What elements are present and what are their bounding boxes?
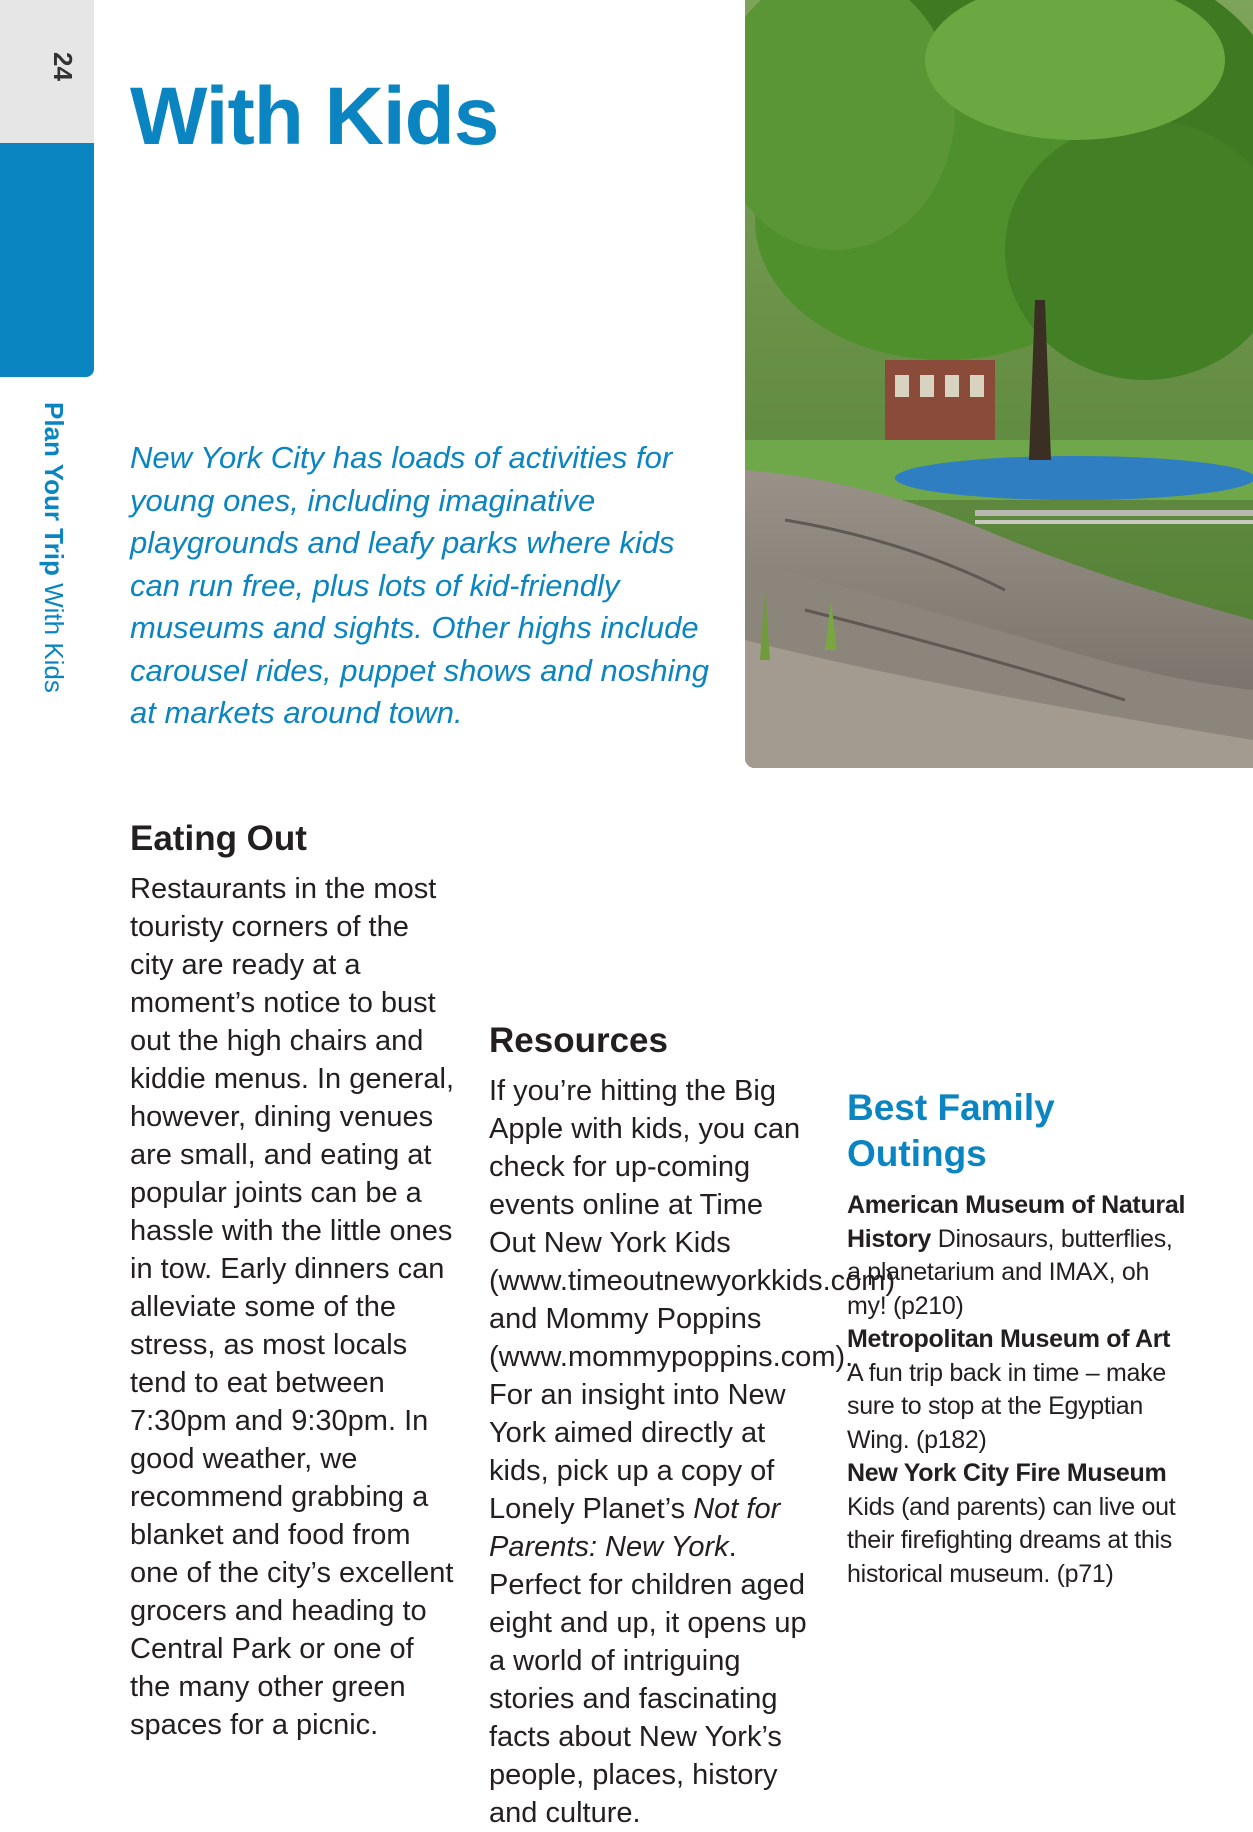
running-header: [38, 402, 69, 693]
list-item-desc: Kids (and parents) can live out their firefighting dreams at this historical museum. (p71): [847, 1492, 1176, 1588]
section-color-tab: [0, 143, 94, 377]
resources-body-end: . Perfect for children aged eight and up, it opens up a world of intriguing stories and fascinating facts about New York’s people, places, history and culture.: [489, 1531, 807, 1829]
park-photo: [745, 0, 1253, 768]
list-item-name: American Museum of Natural History: [847, 1191, 1186, 1253]
best-family-heading: Best Family Outings: [847, 1087, 1055, 1174]
resources-heading: Resources: [489, 1021, 668, 1060]
eating-out-heading: Eating Out: [130, 819, 307, 858]
page-title: With Kids: [130, 71, 499, 162]
intro-paragraph: New York City has loads of activities for young ones, including imaginative playgrounds and leafy parks where kids can run free, plus lots of kid-friendly museums and sights. Other highs include carousel rides, puppet shows and noshing at markets around town.: [130, 440, 710, 730]
column-3: [847, 1085, 1187, 1591]
list-item: [847, 1323, 1187, 1457]
list-item: [847, 1189, 1187, 1323]
running-header-chapter: With Kids: [39, 583, 69, 693]
page-number: 24: [48, 52, 78, 81]
resources-body: [489, 1072, 896, 1832]
list-item-desc: A fun trip back in time – make sure to stop at the Egyptian Wing. (p182): [847, 1358, 1166, 1454]
list-item: [847, 1457, 1187, 1591]
list-item-name: New York City Fire Museum: [847, 1459, 1167, 1487]
eating-out-body: Restaurants in the most touristy corners of the city are ready at a moment’s notice to bust out the high chairs and kiddie menus. In general, however, dining venues are small, and eating at popular joints can be a hassle with the little ones in tow. Early dinners can alleviate some of the stress, as most locals tend to eat between 7:30pm and 9:30pm. In good weather, we recommend grabbing a blanket and food from one of the city’s excellent grocers and heading to Central Park or one of the many other green spaces for a picnic.: [130, 873, 455, 1741]
running-header-section: Plan Your Trip: [39, 402, 69, 576]
column-1: [130, 818, 455, 1744]
list-item-name: Metropolitan Museum of Art: [847, 1325, 1171, 1353]
book-title: Not for Parents: New York: [489, 1493, 781, 1563]
resources-body-start: If you’re hitting the Big Apple with kids, you can check for up-coming events online at Time Out New York Kids (www.timeoutnewyorkkids.com) and Mommy Poppins (www.mommypoppins.com). For an insight into New York aimed directly at kids, pick up a copy of Lonely Planet’s: [489, 1075, 896, 1525]
column-2: [489, 1020, 896, 1832]
list-item-desc: Dinosaurs, butterflies, a planetarium and IMAX, oh my! (p210): [847, 1224, 1173, 1320]
